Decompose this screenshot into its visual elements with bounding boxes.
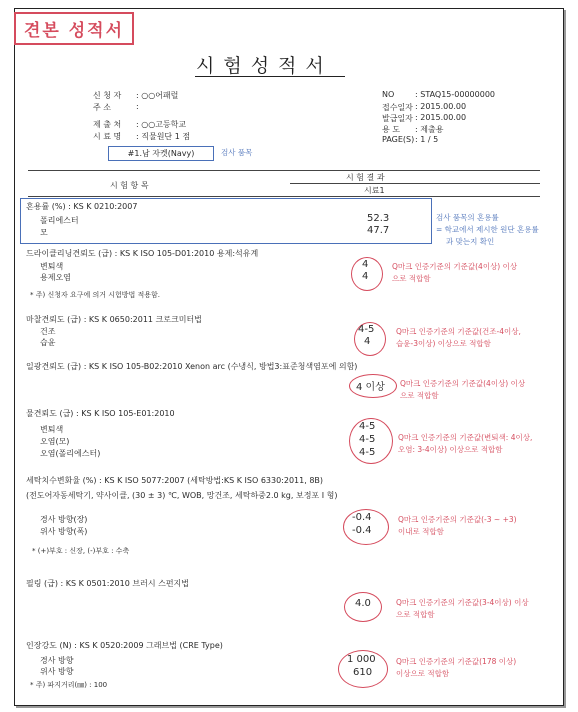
shrink-footnote: * (+)부호 : 신장, (-)부호 : 수축 xyxy=(32,547,130,555)
shrink-value-1: -0.4 xyxy=(352,512,372,523)
water-label-2: 오염(모) xyxy=(40,437,70,446)
rub-note-2: 습윤-3이상) 이상으로 적합함 xyxy=(396,339,491,348)
page-count-label: PAGE(S) xyxy=(382,135,415,144)
applicant-value: : ○○어패럴 xyxy=(136,91,179,100)
applicant-label: 신 청 자 xyxy=(93,91,122,100)
header-sample1: 시료1 xyxy=(364,186,385,195)
shrink-note-2: 이내로 적합함 xyxy=(398,527,444,536)
blend-value-1: 52.3 xyxy=(367,213,390,224)
shrink-title: 세탁치수변화율 (%) : KS K ISO 5077:2007 (세탁방법:KS K ISO 6330:2011, 8B) xyxy=(26,476,324,485)
dryclean-title: 드라이클리닝견뢰도 (급) : KS K ISO 105-D01:2010 용제:석유계 xyxy=(26,249,259,258)
blend-note-2: = 학교에서 제시한 원단 혼용률 xyxy=(436,225,539,234)
tensile-label-1: 경사 방향 xyxy=(40,656,74,665)
header-test-item: 시 험 항 목 xyxy=(110,181,149,190)
blend-label-1: 폴리에스터 xyxy=(40,216,79,225)
water-note-2: 오염: 3-4이상) 이상으로 적합함 xyxy=(398,445,503,454)
dryclean-note-2: 으로 적합함 xyxy=(392,274,431,283)
tensile-note-1: Q마크 인증기준의 기준값(178 이상) xyxy=(396,657,517,666)
tensile-footnote: * 주) 파지거리(㎜) : 100 xyxy=(30,681,108,689)
receipt-date-value: : 2015.00.00 xyxy=(415,102,467,111)
light-note-2: 으로 적합함 xyxy=(400,391,439,400)
pilling-note-1: Q마크 인증기준의 기준값(3-4이상) 이상 xyxy=(396,598,529,607)
tensile-value-2: 610 xyxy=(353,667,373,678)
address-value: : xyxy=(136,102,139,111)
page-title: 시험성적서 xyxy=(196,55,333,77)
shrink-subtitle: (전도어자동세탁기, 약사이클, (30 ± 3) ℃, WOB, 망건조, 세탁하중2.0 kg, 보정포 I 형) xyxy=(26,491,338,500)
water-label-1: 변퇴색 xyxy=(40,425,64,434)
blend-note-3: 과 맞는지 확인 xyxy=(446,237,495,246)
header-top-rule xyxy=(28,170,540,171)
dryclean-note-1: Q마크 인증기준의 기준값(4이상) 이상 xyxy=(392,262,518,271)
page-count-value: : 1 / 5 xyxy=(415,135,439,144)
water-title: 물견뢰도 (급) : KS K ISO 105-E01:2010 xyxy=(26,409,175,418)
rub-title: 마찰견뢰도 (급) : KS K 0650:2011 크로크미터법 xyxy=(26,315,202,324)
address-label: 주 소 xyxy=(93,103,111,112)
dryclean-footnote: * 주) 신청자 요구에 의거 시험방법 적용함. xyxy=(30,291,160,299)
rub-value-2: 4 xyxy=(364,336,371,347)
receipt-date-label: 접수일자 xyxy=(382,103,413,112)
title-underline xyxy=(195,76,345,77)
tensile-note-2: 이상으로 적합함 xyxy=(396,669,450,678)
rub-note-1: Q마크 인증기준의 기준값(건조-4이상, xyxy=(396,327,521,336)
issue-date-label: 발급일자 xyxy=(382,114,413,123)
tensile-label-2: 위사 방향 xyxy=(40,667,74,676)
tensile-title: 인장강도 (N) : KS K 0520:2009 그래브법 (CRE Type) xyxy=(26,641,223,650)
sample-name-label: 시 료 명 xyxy=(93,132,122,141)
rub-label-1: 건조 xyxy=(40,327,56,336)
shrink-value-2: -0.4 xyxy=(352,525,372,536)
dryclean-label-1: 변퇴색 xyxy=(40,262,64,271)
pilling-value: 4.0 xyxy=(355,598,371,609)
doc-no-value: : STAQ15-00000000 xyxy=(415,90,495,99)
shrink-label-1: 경사 방향(장) xyxy=(40,515,88,524)
doc-no-label: NO xyxy=(382,90,395,99)
header-mid-rule xyxy=(290,183,540,184)
submit-value: : ○○고등학교 xyxy=(136,120,187,129)
pilling-note-2: 으로 적합함 xyxy=(396,610,435,619)
shrink-note-1: Q마크 인증기준의 기준값(-3 ~ +3) xyxy=(398,515,517,524)
water-value-1: 4-5 xyxy=(359,421,376,432)
use-value: : 제출용 xyxy=(415,125,444,134)
water-note-1: Q마크 인증기준의 기준값(변퇴색: 4이상, xyxy=(398,433,533,442)
blend-label-2: 모 xyxy=(40,228,48,237)
header-test-result: 시 험 결 과 xyxy=(346,173,385,182)
sample-name-value: : 직물원단 1 점 xyxy=(136,132,191,141)
blend-value-2: 47.7 xyxy=(367,225,390,236)
light-value: 4 이상 xyxy=(356,382,385,393)
water-value-2: 4-5 xyxy=(359,434,376,445)
pilling-title: 필링 (급) : KS K 0501:2010 브러시 스펀지법 xyxy=(26,579,190,588)
shrink-label-2: 위사 방향(폭) xyxy=(40,527,88,536)
rub-value-1: 4-5 xyxy=(358,324,375,335)
blend-note-1: 검사 품목의 혼용률 xyxy=(436,213,499,222)
rub-label-2: 습윤 xyxy=(40,338,56,347)
water-label-3: 오염(폴리에스터) xyxy=(40,449,101,458)
dryclean-value-1: 4 xyxy=(362,259,369,270)
light-note-1: Q마크 인증기준의 기준값(4이상) 이상 xyxy=(400,379,526,388)
dryclean-value-2: 4 xyxy=(362,271,369,282)
sample-id-box: #1.남 자켓(Navy) xyxy=(108,146,214,161)
blend-title: 혼용률 (%) : KS K 0210:2007 xyxy=(26,202,138,211)
tensile-value-1: 1 000 xyxy=(347,654,376,665)
use-label: 용 도 xyxy=(382,125,400,134)
sample-box-note: 검사 품목 xyxy=(221,148,253,157)
submit-label: 제 출 처 xyxy=(93,120,122,129)
sample-stamp: 견본 성적서 xyxy=(14,12,134,45)
dryclean-label-2: 용제오염 xyxy=(40,273,71,282)
light-title: 일광견뢰도 (급) : KS K ISO 105-B02:2010 Xenon arc (수냉식, 방법3:표준청색염포에 의함) xyxy=(26,362,358,371)
water-value-3: 4-5 xyxy=(359,447,376,458)
issue-date-value: : 2015.00.00 xyxy=(415,113,467,122)
header-bottom-rule xyxy=(28,196,540,197)
